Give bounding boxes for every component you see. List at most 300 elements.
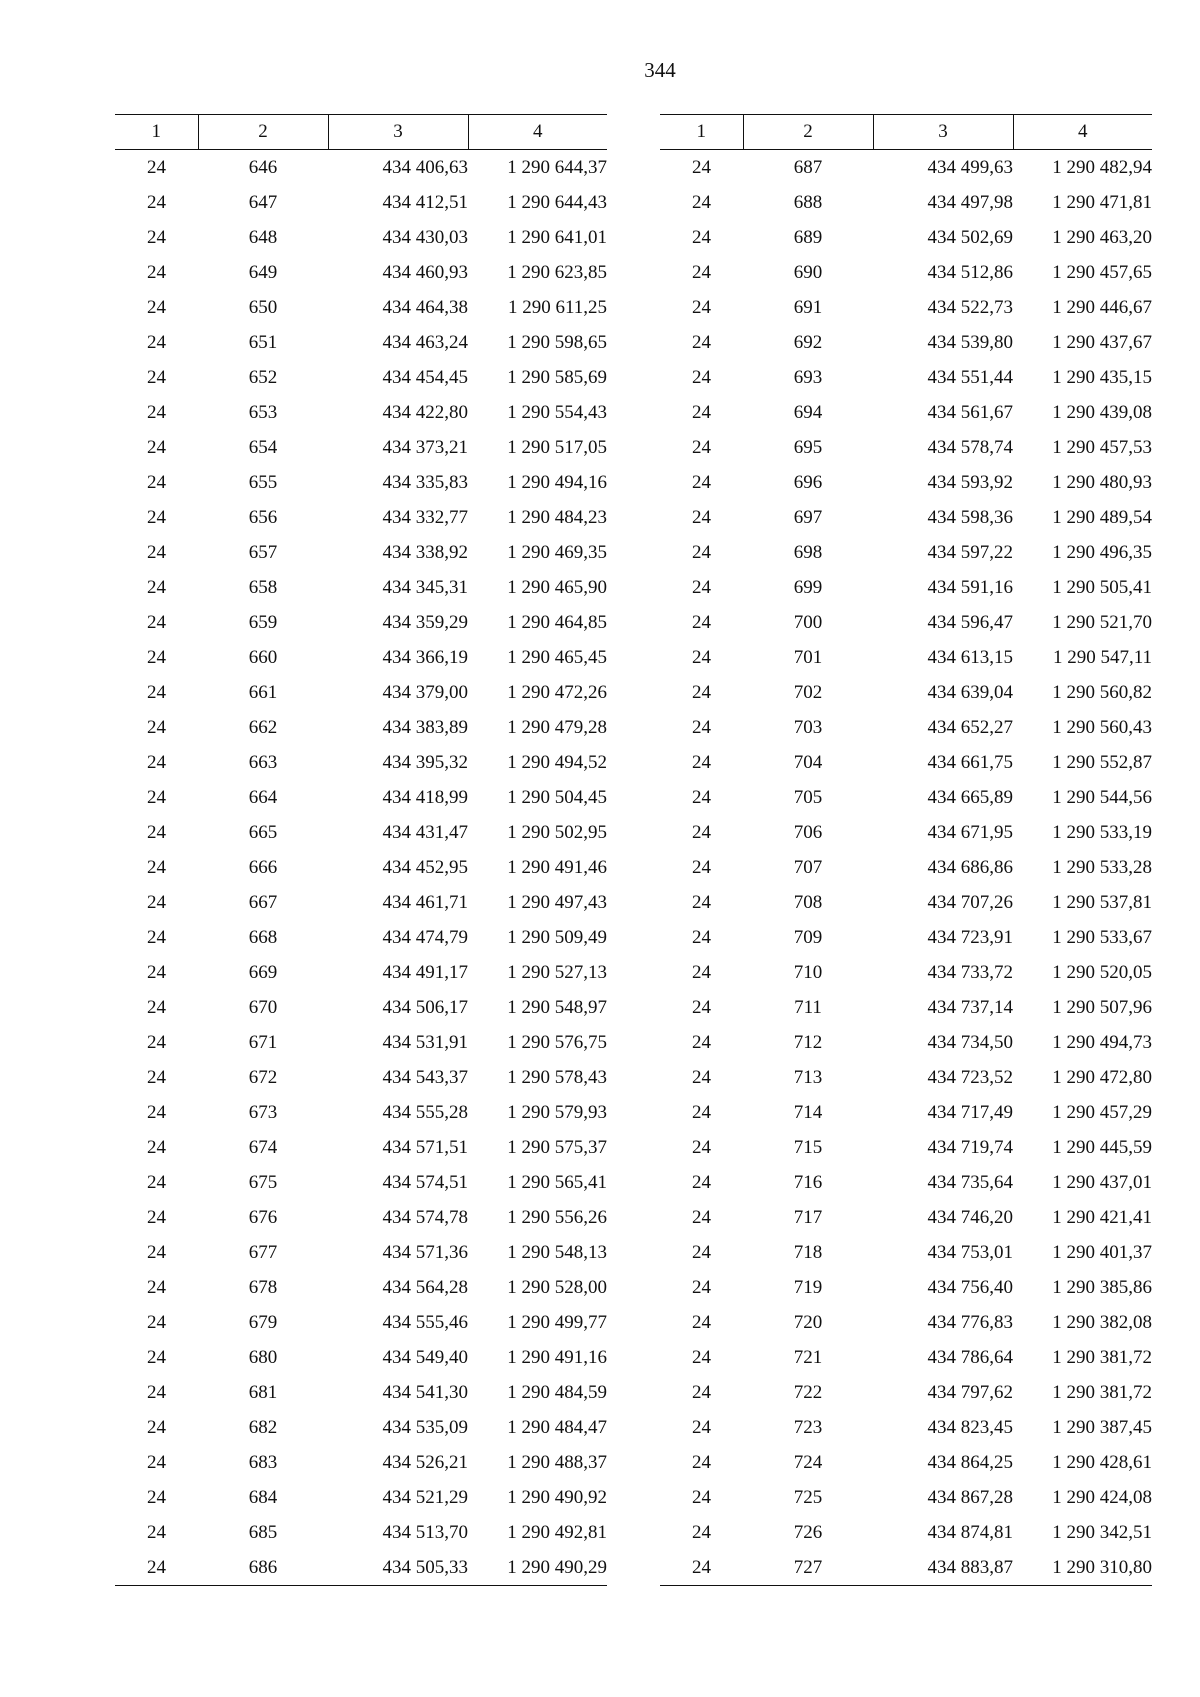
cell-zone: 24 xyxy=(692,1417,711,1438)
cell-point-number: 692 xyxy=(793,332,823,353)
cell-x-coordinate: 434 531,91 xyxy=(382,1032,468,1053)
cell-x-coordinate: 434 521,29 xyxy=(382,1487,468,1508)
cell-x-coordinate: 434 707,26 xyxy=(927,892,1013,913)
table-row xyxy=(660,920,1152,955)
table-row xyxy=(115,1235,607,1270)
cell-zone: 24 xyxy=(692,892,711,913)
cell-x-coordinate: 434 786,64 xyxy=(927,1347,1013,1368)
cell-y-coordinate: 1 290 484,47 xyxy=(507,1417,607,1438)
cell-point-number: 695 xyxy=(793,437,823,458)
cell-point-number: 690 xyxy=(793,262,823,283)
cell-point-number: 654 xyxy=(248,437,278,458)
cell-y-coordinate: 1 290 435,15 xyxy=(1052,367,1152,388)
table-row xyxy=(660,1060,1152,1095)
cell-point-number: 666 xyxy=(248,857,278,878)
table-row xyxy=(115,850,607,885)
cell-y-coordinate: 1 290 401,37 xyxy=(1052,1242,1152,1263)
cell-zone: 24 xyxy=(147,892,166,913)
cell-zone: 24 xyxy=(692,262,711,283)
cell-zone: 24 xyxy=(660,1550,743,1586)
cell-y-coordinate: 1 290 521,70 xyxy=(1052,612,1152,633)
cell-y-coordinate: 1 290 578,43 xyxy=(507,1067,607,1088)
cell-x-coordinate: 434 723,52 xyxy=(927,1067,1013,1088)
cell-zone: 24 xyxy=(692,682,711,703)
cell-y-coordinate: 1 290 310,80 xyxy=(1013,1550,1152,1586)
table-row xyxy=(115,1515,607,1550)
cell-x-coordinate: 434 359,29 xyxy=(382,612,468,633)
cell-y-coordinate: 1 290 585,69 xyxy=(507,367,607,388)
cell-y-coordinate: 1 290 465,45 xyxy=(507,647,607,668)
cell-y-coordinate: 1 290 537,81 xyxy=(1052,892,1152,913)
cell-point-number: 661 xyxy=(248,682,278,703)
page-number: 344 xyxy=(644,58,676,82)
cell-zone: 24 xyxy=(147,192,166,213)
cell-y-coordinate: 1 290 484,23 xyxy=(507,507,607,528)
cell-x-coordinate: 434 883,87 xyxy=(873,1550,1013,1586)
table-row xyxy=(660,1235,1152,1270)
cell-zone: 24 xyxy=(692,437,711,458)
cell-y-coordinate: 1 290 520,05 xyxy=(1052,962,1152,983)
cell-y-coordinate: 1 290 505,41 xyxy=(1052,577,1152,598)
cell-point-number: 672 xyxy=(248,1067,278,1088)
cell-y-coordinate: 1 290 528,00 xyxy=(507,1277,607,1298)
cell-zone: 24 xyxy=(692,227,711,248)
cell-x-coordinate: 434 671,95 xyxy=(927,822,1013,843)
cell-y-coordinate: 1 290 446,67 xyxy=(1052,297,1152,318)
table-row xyxy=(660,1340,1152,1375)
table-row xyxy=(115,1130,607,1165)
cell-x-coordinate: 434 555,46 xyxy=(382,1312,468,1333)
cell-x-coordinate: 434 561,67 xyxy=(927,402,1013,423)
cell-point-number: 702 xyxy=(793,682,823,703)
cell-y-coordinate: 1 290 469,35 xyxy=(507,542,607,563)
cell-point-number: 678 xyxy=(248,1277,278,1298)
cell-zone: 24 xyxy=(692,192,711,213)
cell-x-coordinate: 434 613,15 xyxy=(927,647,1013,668)
cell-point-number: 679 xyxy=(248,1312,278,1333)
header-col-4: 4 xyxy=(468,115,607,150)
table-row xyxy=(115,1550,607,1586)
cell-x-coordinate: 434 593,92 xyxy=(927,472,1013,493)
cell-point-number: 671 xyxy=(248,1032,278,1053)
table-row xyxy=(660,430,1152,465)
cell-x-coordinate: 434 422,80 xyxy=(382,402,468,423)
cell-y-coordinate: 1 290 533,19 xyxy=(1052,822,1152,843)
cell-point-number: 716 xyxy=(793,1172,823,1193)
cell-y-coordinate: 1 290 457,53 xyxy=(1052,437,1152,458)
cell-y-coordinate: 1 290 472,80 xyxy=(1052,1067,1152,1088)
cell-zone: 24 xyxy=(147,682,166,703)
cell-x-coordinate: 434 338,92 xyxy=(382,542,468,563)
cell-x-coordinate: 434 596,47 xyxy=(927,612,1013,633)
cell-zone: 24 xyxy=(147,927,166,948)
cell-point-number: 708 xyxy=(793,892,823,913)
cell-y-coordinate: 1 290 497,43 xyxy=(507,892,607,913)
cell-y-coordinate: 1 290 548,97 xyxy=(507,997,607,1018)
table-row xyxy=(115,1060,607,1095)
cell-point-number: 685 xyxy=(248,1522,278,1543)
cell-zone: 24 xyxy=(147,542,166,563)
cell-zone: 24 xyxy=(147,1242,166,1263)
cell-x-coordinate: 434 551,44 xyxy=(927,367,1013,388)
cell-x-coordinate: 434 639,04 xyxy=(927,682,1013,703)
cell-point-number: 657 xyxy=(248,542,278,563)
cell-zone: 24 xyxy=(692,1207,711,1228)
cell-y-coordinate: 1 290 479,28 xyxy=(507,717,607,738)
cell-zone: 24 xyxy=(692,1347,711,1368)
cell-x-coordinate: 434 522,73 xyxy=(927,297,1013,318)
cell-x-coordinate: 434 345,31 xyxy=(382,577,468,598)
cell-x-coordinate: 434 591,16 xyxy=(927,577,1013,598)
table-row xyxy=(115,360,607,395)
cell-y-coordinate: 1 290 517,05 xyxy=(507,437,607,458)
cell-y-coordinate: 1 290 548,13 xyxy=(507,1242,607,1263)
cell-x-coordinate: 434 874,81 xyxy=(927,1522,1013,1543)
table-row xyxy=(115,1340,607,1375)
cell-point-number: 719 xyxy=(793,1277,823,1298)
cell-point-number: 704 xyxy=(793,752,823,773)
cell-x-coordinate: 434 652,27 xyxy=(927,717,1013,738)
cell-x-coordinate: 434 753,01 xyxy=(927,1242,1013,1263)
cell-y-coordinate: 1 290 644,37 xyxy=(507,157,607,178)
cell-x-coordinate: 434 867,28 xyxy=(927,1487,1013,1508)
table-row xyxy=(115,815,607,850)
cell-zone: 24 xyxy=(692,1067,711,1088)
cell-y-coordinate: 1 290 381,72 xyxy=(1052,1382,1152,1403)
cell-zone: 24 xyxy=(692,297,711,318)
cell-x-coordinate: 434 383,89 xyxy=(382,717,468,738)
cell-point-number: 674 xyxy=(248,1137,278,1158)
cell-point-number: 691 xyxy=(793,297,823,318)
cell-x-coordinate: 434 335,83 xyxy=(382,472,468,493)
cell-y-coordinate: 1 290 641,01 xyxy=(507,227,607,248)
cell-point-number: 646 xyxy=(248,157,278,178)
cell-y-coordinate: 1 290 463,20 xyxy=(1052,227,1152,248)
cell-x-coordinate: 434 463,24 xyxy=(382,332,468,353)
table-row xyxy=(115,780,607,815)
cell-point-number: 649 xyxy=(248,262,278,283)
cell-x-coordinate: 434 452,95 xyxy=(382,857,468,878)
cell-zone: 24 xyxy=(147,1032,166,1053)
cell-y-coordinate: 1 290 464,85 xyxy=(507,612,607,633)
table-row xyxy=(115,605,607,640)
table-row xyxy=(660,1550,1152,1586)
cell-point-number: 699 xyxy=(793,577,823,598)
cell-zone: 24 xyxy=(692,787,711,808)
cell-zone: 24 xyxy=(692,1137,711,1158)
cell-point-number: 660 xyxy=(248,647,278,668)
table-row xyxy=(660,150,1152,186)
cell-y-coordinate: 1 290 385,86 xyxy=(1052,1277,1152,1298)
cell-y-coordinate: 1 290 457,65 xyxy=(1052,262,1152,283)
cell-zone: 24 xyxy=(692,402,711,423)
cell-y-coordinate: 1 290 547,11 xyxy=(1052,647,1152,668)
coordinates-table-left xyxy=(115,114,607,1586)
cell-zone: 24 xyxy=(692,997,711,1018)
cell-x-coordinate: 434 734,50 xyxy=(927,1032,1013,1053)
table-row xyxy=(660,1305,1152,1340)
cell-point-number: 652 xyxy=(248,367,278,388)
cell-x-coordinate: 434 776,83 xyxy=(927,1312,1013,1333)
cell-y-coordinate: 1 290 484,59 xyxy=(507,1382,607,1403)
cell-zone: 24 xyxy=(692,1487,711,1508)
coordinates-table-right xyxy=(660,114,1152,1586)
cell-x-coordinate: 434 412,51 xyxy=(382,192,468,213)
cell-x-coordinate: 434 505,33 xyxy=(328,1550,468,1586)
cell-point-number: 710 xyxy=(793,962,823,983)
cell-x-coordinate: 434 431,47 xyxy=(382,822,468,843)
cell-x-coordinate: 434 543,37 xyxy=(382,1067,468,1088)
cell-point-number: 727 xyxy=(743,1550,873,1586)
cell-y-coordinate: 1 290 482,94 xyxy=(1052,157,1152,178)
cell-x-coordinate: 434 864,25 xyxy=(927,1452,1013,1473)
cell-y-coordinate: 1 290 509,49 xyxy=(507,927,607,948)
cell-y-coordinate: 1 290 488,37 xyxy=(507,1452,607,1473)
cell-x-coordinate: 434 564,28 xyxy=(382,1277,468,1298)
cell-point-number: 665 xyxy=(248,822,278,843)
cell-x-coordinate: 434 571,36 xyxy=(382,1242,468,1263)
cell-x-coordinate: 434 512,86 xyxy=(927,262,1013,283)
table-row xyxy=(660,360,1152,395)
cell-y-coordinate: 1 290 502,95 xyxy=(507,822,607,843)
cell-x-coordinate: 434 395,32 xyxy=(382,752,468,773)
cell-x-coordinate: 434 797,62 xyxy=(927,1382,1013,1403)
cell-point-number: 693 xyxy=(793,367,823,388)
cell-zone: 24 xyxy=(147,857,166,878)
cell-y-coordinate: 1 290 421,41 xyxy=(1052,1207,1152,1228)
table-body-left xyxy=(115,150,607,1586)
cell-zone: 24 xyxy=(147,752,166,773)
cell-point-number: 698 xyxy=(793,542,823,563)
cell-point-number: 667 xyxy=(248,892,278,913)
cell-point-number: 713 xyxy=(793,1067,823,1088)
cell-y-coordinate: 1 290 496,35 xyxy=(1052,542,1152,563)
cell-x-coordinate: 434 571,51 xyxy=(382,1137,468,1158)
table-row xyxy=(115,1200,607,1235)
cell-zone: 24 xyxy=(147,332,166,353)
cell-y-coordinate: 1 290 533,67 xyxy=(1052,927,1152,948)
cell-point-number: 656 xyxy=(248,507,278,528)
cell-zone: 24 xyxy=(147,1137,166,1158)
cell-zone: 24 xyxy=(115,1550,198,1586)
cell-y-coordinate: 1 290 507,96 xyxy=(1052,997,1152,1018)
cell-x-coordinate: 434 539,80 xyxy=(927,332,1013,353)
cell-point-number: 659 xyxy=(248,612,278,633)
cell-zone: 24 xyxy=(147,822,166,843)
cell-zone: 24 xyxy=(692,962,711,983)
cell-y-coordinate: 1 290 575,37 xyxy=(507,1137,607,1158)
cell-y-coordinate: 1 290 560,82 xyxy=(1052,682,1152,703)
cell-point-number: 648 xyxy=(248,227,278,248)
cell-point-number: 700 xyxy=(793,612,823,633)
cell-point-number: 707 xyxy=(793,857,823,878)
table-row xyxy=(660,745,1152,780)
table-row xyxy=(660,535,1152,570)
cell-zone: 24 xyxy=(147,1277,166,1298)
cell-x-coordinate: 434 823,45 xyxy=(927,1417,1013,1438)
cell-x-coordinate: 434 541,30 xyxy=(382,1382,468,1403)
cell-zone: 24 xyxy=(147,1522,166,1543)
table-row xyxy=(115,1445,607,1480)
header-col-1: 1 xyxy=(115,115,198,150)
cell-x-coordinate: 434 464,38 xyxy=(382,297,468,318)
cell-zone: 24 xyxy=(147,157,166,178)
table-row xyxy=(660,780,1152,815)
cell-point-number: 694 xyxy=(793,402,823,423)
table-header-row xyxy=(115,115,607,150)
cell-zone: 24 xyxy=(147,577,166,598)
cell-zone: 24 xyxy=(147,297,166,318)
cell-point-number: 709 xyxy=(793,927,823,948)
cell-x-coordinate: 434 746,20 xyxy=(927,1207,1013,1228)
cell-y-coordinate: 1 290 494,73 xyxy=(1052,1032,1152,1053)
cell-point-number: 705 xyxy=(793,787,823,808)
cell-y-coordinate: 1 290 494,52 xyxy=(507,752,607,773)
cell-zone: 24 xyxy=(692,1452,711,1473)
table-row xyxy=(115,920,607,955)
cell-x-coordinate: 434 497,98 xyxy=(927,192,1013,213)
cell-point-number: 662 xyxy=(248,717,278,738)
cell-zone: 24 xyxy=(147,647,166,668)
cell-y-coordinate: 1 290 623,85 xyxy=(507,262,607,283)
cell-y-coordinate: 1 290 342,51 xyxy=(1052,1522,1152,1543)
table-row xyxy=(115,395,607,430)
cell-point-number: 701 xyxy=(793,647,823,668)
cell-zone: 24 xyxy=(147,507,166,528)
cell-point-number: 683 xyxy=(248,1452,278,1473)
cell-x-coordinate: 434 506,17 xyxy=(382,997,468,1018)
cell-zone: 24 xyxy=(692,157,711,178)
cell-y-coordinate: 1 290 437,01 xyxy=(1052,1172,1152,1193)
cell-x-coordinate: 434 461,71 xyxy=(382,892,468,913)
cell-y-coordinate: 1 290 445,59 xyxy=(1052,1137,1152,1158)
cell-y-coordinate: 1 290 544,56 xyxy=(1052,787,1152,808)
cell-y-coordinate: 1 290 554,43 xyxy=(507,402,607,423)
cell-y-coordinate: 1 290 457,29 xyxy=(1052,1102,1152,1123)
cell-y-coordinate: 1 290 492,81 xyxy=(507,1522,607,1543)
table-row xyxy=(660,290,1152,325)
cell-zone: 24 xyxy=(147,787,166,808)
cell-point-number: 687 xyxy=(793,157,823,178)
cell-point-number: 714 xyxy=(793,1102,823,1123)
table-row xyxy=(660,395,1152,430)
cell-zone: 24 xyxy=(147,1452,166,1473)
cell-y-coordinate: 1 290 381,72 xyxy=(1052,1347,1152,1368)
cell-x-coordinate: 434 332,77 xyxy=(382,507,468,528)
cell-y-coordinate: 1 290 428,61 xyxy=(1052,1452,1152,1473)
cell-zone: 24 xyxy=(147,402,166,423)
cell-x-coordinate: 434 598,36 xyxy=(927,507,1013,528)
header-col-3: 3 xyxy=(873,115,1013,150)
cell-x-coordinate: 434 491,17 xyxy=(382,962,468,983)
cell-x-coordinate: 434 430,03 xyxy=(382,227,468,248)
cell-y-coordinate: 1 290 499,77 xyxy=(507,1312,607,1333)
cell-zone: 24 xyxy=(147,227,166,248)
table-row xyxy=(660,850,1152,885)
cell-y-coordinate: 1 290 598,65 xyxy=(507,332,607,353)
cell-point-number: 717 xyxy=(793,1207,823,1228)
table-row xyxy=(660,1270,1152,1305)
cell-zone: 24 xyxy=(692,1277,711,1298)
cell-zone: 24 xyxy=(147,367,166,388)
cell-x-coordinate: 434 373,21 xyxy=(382,437,468,458)
cell-zone: 24 xyxy=(692,1172,711,1193)
cell-point-number: 686 xyxy=(198,1550,328,1586)
cell-point-number: 677 xyxy=(248,1242,278,1263)
cell-x-coordinate: 434 499,63 xyxy=(927,157,1013,178)
table-row xyxy=(660,1165,1152,1200)
cell-y-coordinate: 1 290 490,92 xyxy=(507,1487,607,1508)
table-row xyxy=(115,150,607,186)
cell-y-coordinate: 1 290 533,28 xyxy=(1052,857,1152,878)
cell-y-coordinate: 1 290 491,16 xyxy=(507,1347,607,1368)
cell-x-coordinate: 434 535,09 xyxy=(382,1417,468,1438)
cell-point-number: 680 xyxy=(248,1347,278,1368)
table-row xyxy=(660,710,1152,745)
table-row xyxy=(660,1200,1152,1235)
table-row xyxy=(115,710,607,745)
cell-point-number: 669 xyxy=(248,962,278,983)
table-row xyxy=(660,640,1152,675)
cell-x-coordinate: 434 717,49 xyxy=(927,1102,1013,1123)
cell-y-coordinate: 1 290 565,41 xyxy=(507,1172,607,1193)
cell-y-coordinate: 1 290 490,29 xyxy=(468,1550,607,1586)
cell-point-number: 724 xyxy=(793,1452,823,1473)
cell-x-coordinate: 434 474,79 xyxy=(382,927,468,948)
cell-zone: 24 xyxy=(147,1312,166,1333)
table-row xyxy=(115,1025,607,1060)
cell-x-coordinate: 434 574,78 xyxy=(382,1207,468,1228)
header-col-2: 2 xyxy=(198,115,328,150)
cell-x-coordinate: 434 379,00 xyxy=(382,682,468,703)
table-row xyxy=(660,1410,1152,1445)
table-row xyxy=(660,1515,1152,1550)
cell-y-coordinate: 1 290 556,26 xyxy=(507,1207,607,1228)
cell-zone: 24 xyxy=(147,1067,166,1088)
cell-zone: 24 xyxy=(147,997,166,1018)
cell-zone: 24 xyxy=(692,857,711,878)
table-row xyxy=(115,640,607,675)
table-row xyxy=(115,1095,607,1130)
cell-point-number: 668 xyxy=(248,927,278,948)
cell-y-coordinate: 1 290 527,13 xyxy=(507,962,607,983)
table-row xyxy=(660,500,1152,535)
cell-point-number: 723 xyxy=(793,1417,823,1438)
cell-y-coordinate: 1 290 480,93 xyxy=(1052,472,1152,493)
cell-zone: 24 xyxy=(147,717,166,738)
cell-zone: 24 xyxy=(147,1102,166,1123)
cell-point-number: 651 xyxy=(248,332,278,353)
table-row xyxy=(660,1130,1152,1165)
table-row xyxy=(115,325,607,360)
header-col-3: 3 xyxy=(328,115,468,150)
table-row xyxy=(115,675,607,710)
cell-y-coordinate: 1 290 552,87 xyxy=(1052,752,1152,773)
cell-zone: 24 xyxy=(147,472,166,493)
cell-point-number: 682 xyxy=(248,1417,278,1438)
table-row xyxy=(115,1305,607,1340)
cell-x-coordinate: 434 686,86 xyxy=(927,857,1013,878)
cell-point-number: 722 xyxy=(793,1382,823,1403)
cell-point-number: 658 xyxy=(248,577,278,598)
cell-point-number: 718 xyxy=(793,1242,823,1263)
cell-x-coordinate: 434 526,21 xyxy=(382,1452,468,1473)
cell-zone: 24 xyxy=(147,1382,166,1403)
cell-point-number: 721 xyxy=(793,1347,823,1368)
cell-zone: 24 xyxy=(692,332,711,353)
cell-point-number: 712 xyxy=(793,1032,823,1053)
cell-x-coordinate: 434 418,99 xyxy=(382,787,468,808)
